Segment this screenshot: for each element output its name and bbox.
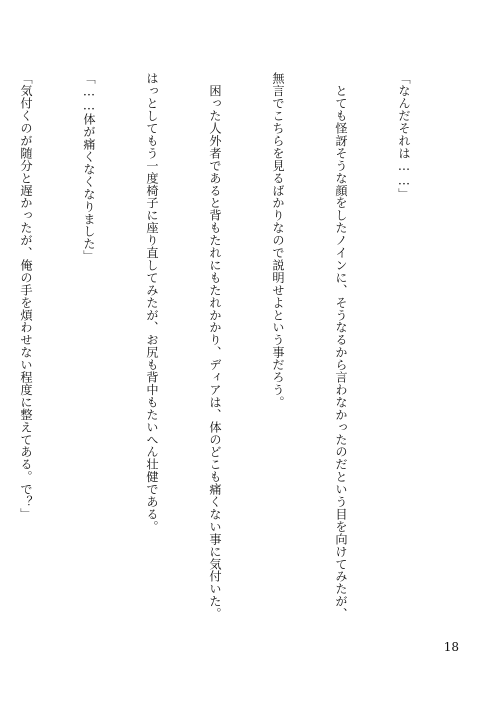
text-line: 「なんだそれは……」 — [397, 72, 411, 201]
text-line: 困った人外者であると背もたれにもたれかかり、ディアは、体のどこも痛くない事に気付いた。 — [208, 72, 222, 620]
text-line: 「……体が痛くなくなりました」 — [82, 72, 96, 263]
text-line: 「気付くのが随分と遅かったが、俺の手を煩わせない程度に整えてある。で？」 — [19, 72, 33, 521]
vertical-text-body — [19, 72, 456, 632]
page-number: 18 — [443, 640, 459, 654]
text-line: とても怪訝そうな顔をしたノインに、そうなるから言わなかったのだという目を向けてみたが、 — [334, 72, 348, 620]
text-line: 無言でこちらを見るばかりなので説明せよという事だろう。 — [271, 72, 285, 409]
text-line: はっとしてもう一度椅子に座り直してみたが、お尻も背中もたいへん壮健である。 — [145, 72, 159, 533]
